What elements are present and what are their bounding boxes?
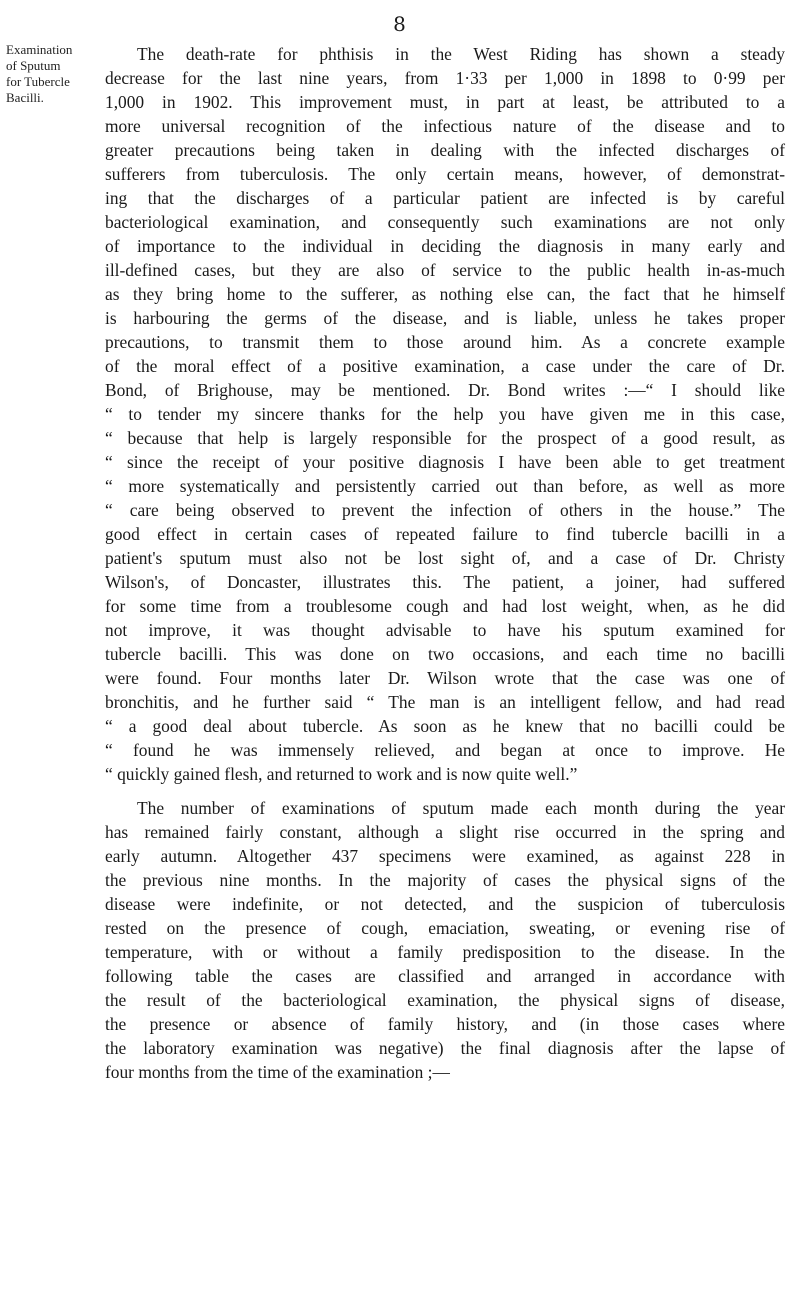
text-line: as they bring home to the sufferer, as nothing else can, the fact that he himself bbox=[105, 284, 785, 304]
text-line: the previous nine months. In the majority of cases the physical signs of the bbox=[105, 870, 785, 890]
text-line: bacteriological examination, and consequently such examinations are not only bbox=[105, 212, 785, 232]
text-line: not improve, it was thought advisable to have his sputum examined for bbox=[105, 620, 785, 640]
margin-note-line: for Tubercle bbox=[6, 74, 70, 89]
text-line: bronchitis, and he further said “ The man is an intelligent fellow, and had read bbox=[105, 692, 785, 712]
margin-note-line: Bacilli. bbox=[6, 90, 44, 105]
text-line: tubercle bacilli. This was done on two occasions, and each time no bacilli bbox=[105, 644, 785, 664]
text-line: “ to tender my sincere thanks for the help you have given me in this case, bbox=[105, 404, 785, 424]
page-number: 8 bbox=[393, 12, 407, 36]
text-line: Wilson's, of Doncaster, illustrates this. The patient, a joiner, had suffered bbox=[105, 572, 785, 592]
text-line: greater precautions being taken in dealing with the infected discharges of bbox=[105, 140, 785, 160]
margin-note-line: of Sputum bbox=[6, 58, 61, 73]
text-line: has remained fairly constant, although a slight rise occurred in the spring and bbox=[105, 822, 785, 842]
text-line: “ a good deal about tubercle. As soon as he knew that no bacilli could be bbox=[105, 716, 785, 736]
body-text bbox=[105, 42, 785, 1084]
text-line: “ more systematically and persistently carried out than before, as well as more bbox=[105, 476, 785, 496]
text-line: of the moral effect of a positive examination, a case under the care of Dr. bbox=[105, 356, 785, 376]
text-line: were found. Four months later Dr. Wilson wrote that the case was one of bbox=[105, 668, 785, 688]
margin-note bbox=[6, 42, 98, 106]
text-line: “ found he was immensely relieved, and began at once to improve. He bbox=[105, 740, 785, 760]
text-line: rested on the presence of cough, emaciation, sweating, or evening rise of bbox=[105, 918, 785, 938]
paragraph-2 bbox=[105, 796, 785, 1084]
text-line: The number of examinations of sputum made each month during the year bbox=[137, 798, 785, 818]
text-line: decrease for the last nine years, from 1·33 per 1,000 in 1898 to 0·99 per bbox=[105, 68, 785, 88]
text-line: more universal recognition of the infectious nature of the disease and to bbox=[105, 116, 785, 136]
text-line: The death-rate for phthisis in the West Riding has shown a steady bbox=[137, 44, 785, 64]
text-line: ing that the discharges of a particular patient are infected is by careful bbox=[105, 188, 785, 208]
text-line: good effect in certain cases of repeated failure to find tubercle bacilli in a bbox=[105, 524, 785, 544]
text-line: for some time from a troublesome cough and had lost weight, when, as he did bbox=[105, 596, 785, 616]
paragraph-1 bbox=[105, 42, 785, 786]
text-line: disease were indefinite, or not detected, and the suspicion of tuberculosis bbox=[105, 894, 785, 914]
text-line: patient's sputum must also not be lost sight of, and a case of Dr. Christy bbox=[105, 548, 785, 568]
text-line: the laboratory examination was negative) the final diagnosis after the lapse of bbox=[105, 1038, 785, 1058]
text-line: “ care being observed to prevent the infection of others in the house.” The bbox=[105, 500, 785, 520]
text-line: the result of the bacteriological examination, the physical signs of disease, bbox=[105, 990, 785, 1010]
paragraph-gap bbox=[105, 786, 785, 796]
text-line: “ because that help is largely responsible for the prospect of a good result, as bbox=[105, 428, 785, 448]
text-line: “ quickly gained flesh, and returned to work and is now quite well.” bbox=[105, 764, 578, 784]
text-line: of importance to the individual in deciding the diagnosis in many early and bbox=[105, 236, 785, 256]
text-line: the presence or absence of family history, and (in those cases where bbox=[105, 1014, 785, 1034]
text-line: 1,000 in 1902. This improvement must, in part at least, be attributed to a bbox=[105, 92, 785, 112]
text-line: following table the cases are classified and arranged in accordance with bbox=[105, 966, 785, 986]
text-line: precautions, to transmit them to those around him. As a concrete example bbox=[105, 332, 785, 352]
text-line: early autumn. Altogether 437 specimens were examined, as against 228 in bbox=[105, 846, 785, 866]
margin-note-line: Examination bbox=[6, 42, 73, 57]
text-line: ill-defined cases, but they are also of service to the public health in-as-much bbox=[105, 260, 785, 280]
text-line: is harbouring the germs of the disease, and is liable, unless he takes proper bbox=[105, 308, 785, 328]
text-line: “ since the receipt of your positive diagnosis I have been able to get treatment bbox=[105, 452, 785, 472]
text-line: four months from the time of the examination ;— bbox=[105, 1062, 450, 1082]
text-line: Bond, of Brighouse, may be mentioned. Dr. Bond writes :—“ I should like bbox=[105, 380, 785, 400]
text-line: sufferers from tuberculosis. The only certain means, however, of demonstrat- bbox=[105, 164, 785, 184]
text-line: temperature, with or without a family predisposition to the disease. In the bbox=[105, 942, 785, 962]
